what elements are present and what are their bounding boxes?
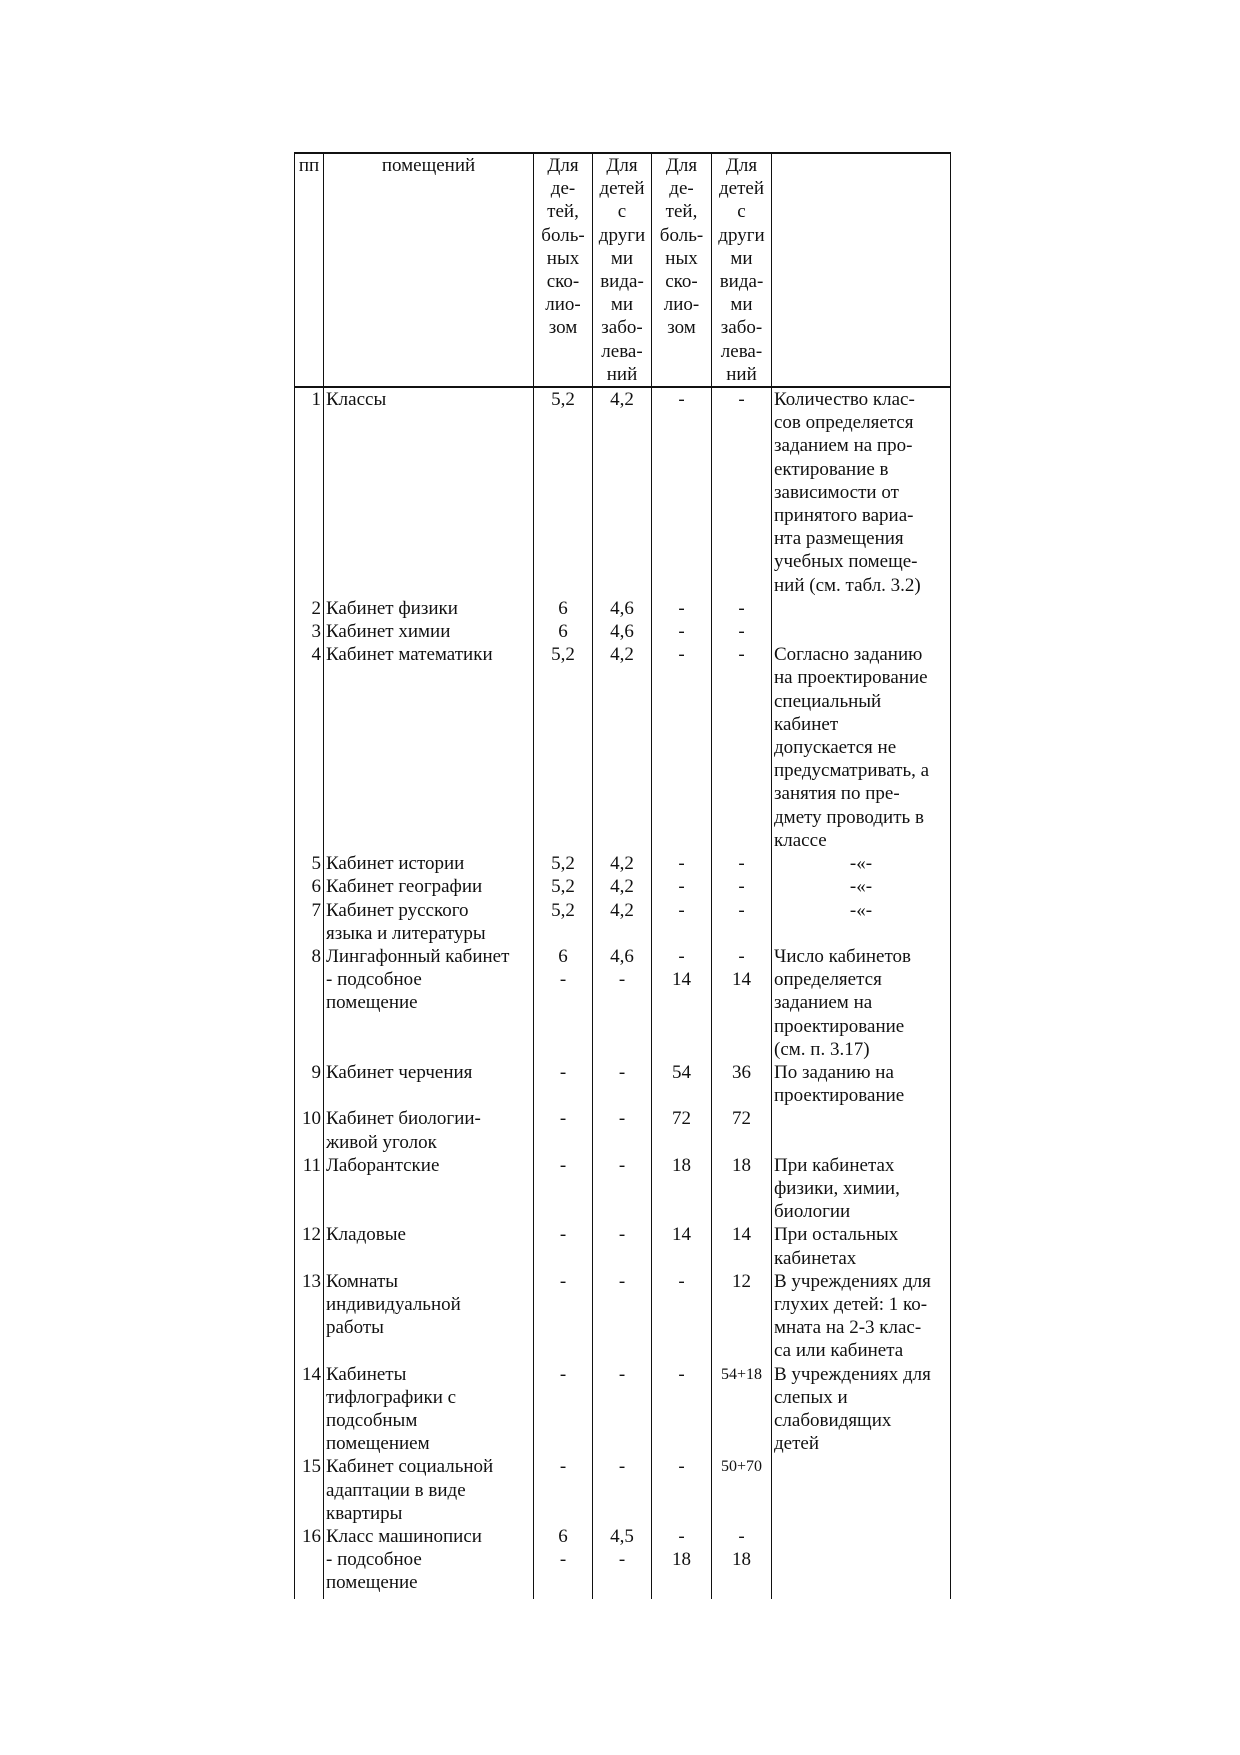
value-col4: 50+70 (712, 1455, 772, 1525)
value-col1: 5,2 (534, 875, 593, 898)
value-col1: 5,2 (534, 852, 593, 875)
row-number: 2 (295, 597, 324, 620)
note: -«- (772, 852, 951, 875)
value-col2: 4,6 - (593, 945, 652, 1061)
value-col1: - (534, 1270, 593, 1363)
room-name: Кабинет биологии- живой уголок (324, 1107, 534, 1153)
room-name: Кабинет физики (324, 597, 534, 620)
value-col3: 54 (652, 1061, 712, 1107)
value-col1: 6 - (534, 1525, 593, 1599)
room-name: Кабинет социальной адаптации в виде квартиры (324, 1455, 534, 1525)
value-col2: - (593, 1223, 652, 1269)
value-col2: - (593, 1154, 652, 1224)
value-col1: - (534, 1223, 593, 1269)
row-number: 1 (295, 387, 324, 597)
value-col4: 72 (712, 1107, 772, 1153)
row-number: 16 (295, 1525, 324, 1599)
note (772, 1107, 951, 1153)
table-row (295, 1270, 951, 1363)
table-row (295, 1107, 951, 1153)
note: -«- (772, 875, 951, 898)
room-name: Кабинет химии (324, 620, 534, 643)
note: Число кабинетов определяется заданием на проектирование (см. п. 3.17) (772, 945, 951, 1061)
note (772, 620, 951, 643)
table-row (295, 1455, 951, 1525)
room-name: Кабинет истории (324, 852, 534, 875)
value-col4: 12 (712, 1270, 772, 1363)
row-number: 4 (295, 643, 324, 852)
value-col2: 4,5 - (593, 1525, 652, 1599)
value-col1: - (534, 1455, 593, 1525)
row-number: 13 (295, 1270, 324, 1363)
value-col1: 6 - (534, 945, 593, 1061)
table-row (295, 852, 951, 875)
value-col3: - 14 (652, 945, 712, 1061)
header-note (772, 153, 951, 387)
note: По заданию на проектирование (772, 1061, 951, 1107)
table-row (295, 1525, 951, 1599)
room-name: Кладовые (324, 1223, 534, 1269)
table-row (295, 1061, 951, 1107)
note: В учреждениях для слепых и слабовидящих детей (772, 1363, 951, 1456)
value-col2: 4,2 (593, 643, 652, 852)
value-col3: - (652, 387, 712, 597)
value-col3: - (652, 597, 712, 620)
row-number: 3 (295, 620, 324, 643)
header-col2: Для детей с други ми вида- ми забо- лева- ний (593, 153, 652, 387)
room-name: Класс машинописи - подсобное помещение (324, 1525, 534, 1599)
value-col4: 36 (712, 1061, 772, 1107)
value-col3: - (652, 1455, 712, 1525)
value-col4: - (712, 899, 772, 945)
value-col1: 6 (534, 597, 593, 620)
value-col3: - (652, 899, 712, 945)
value-col4: 14 (712, 1223, 772, 1269)
value-col4: - (712, 643, 772, 852)
value-col4: - 14 (712, 945, 772, 1061)
value-col3: - (652, 875, 712, 898)
value-col3: - (652, 1363, 712, 1456)
header-col4: Для детей с други ми вида- ми забо- лева- ний (712, 153, 772, 387)
row-number: 15 (295, 1455, 324, 1525)
note (772, 1525, 951, 1599)
table-row (295, 620, 951, 643)
room-name: Кабинет черчения (324, 1061, 534, 1107)
value-col1: 6 (534, 620, 593, 643)
header-col1: Для де- тей, боль- ных ско- лио- зом (534, 153, 593, 387)
table-header-row (295, 153, 951, 387)
value-col4: - (712, 852, 772, 875)
room-name: Кабинет русского языка и литературы (324, 899, 534, 945)
row-number: 10 (295, 1107, 324, 1153)
row-number: 5 (295, 852, 324, 875)
table-row (295, 899, 951, 945)
value-col2: - (593, 1270, 652, 1363)
note: -«- (772, 899, 951, 945)
value-col3: - (652, 643, 712, 852)
row-number: 8 (295, 945, 324, 1061)
value-col4: - (712, 875, 772, 898)
value-col3: 18 (652, 1154, 712, 1224)
row-number: 6 (295, 875, 324, 898)
header-num: пп (295, 153, 324, 387)
note: В учреждениях для глухих детей: 1 ко- мната на 2-3 клас- са или кабинета (772, 1270, 951, 1363)
value-col4: 18 (712, 1154, 772, 1224)
value-col2: 4,2 (593, 875, 652, 898)
value-col3: - (652, 620, 712, 643)
room-name: Комнаты индивидуальной работы (324, 1270, 534, 1363)
value-col1: 5,2 (534, 643, 593, 852)
table-row (295, 1363, 951, 1456)
value-col3: - 18 (652, 1525, 712, 1599)
table-row (295, 1223, 951, 1269)
value-col2: 4,6 (593, 620, 652, 643)
table-row (295, 945, 951, 1061)
value-col1: - (534, 1154, 593, 1224)
value-col1: - (534, 1363, 593, 1456)
room-name: Лингафонный кабинет - подсобное помещение (324, 945, 534, 1061)
row-number: 11 (295, 1154, 324, 1224)
value-col2: 4,2 (593, 852, 652, 875)
value-col2: - (593, 1107, 652, 1153)
value-col3: 14 (652, 1223, 712, 1269)
row-number: 14 (295, 1363, 324, 1456)
note: Согласно заданию на проектирование специальный кабинет допускается не предусматривать, а занятия по пре- дмету проводить в классе (772, 643, 951, 852)
value-col2: 4,2 (593, 387, 652, 597)
row-number: 7 (295, 899, 324, 945)
value-col1: - (534, 1061, 593, 1107)
value-col4: - (712, 597, 772, 620)
note: При кабинетах физики, химии, биологии (772, 1154, 951, 1224)
row-number: 12 (295, 1223, 324, 1269)
value-col2: 4,2 (593, 899, 652, 945)
premises-table (294, 152, 951, 1599)
table-row (295, 1154, 951, 1224)
room-name: Кабинет географии (324, 875, 534, 898)
value-col4: - (712, 620, 772, 643)
value-col3: - (652, 1270, 712, 1363)
value-col2: - (593, 1363, 652, 1456)
room-name: Кабинеты тифлографики с подсобным помещением (324, 1363, 534, 1456)
header-col3: Для де- тей, боль- ных ско- лио- зом (652, 153, 712, 387)
room-name: Кабинет математики (324, 643, 534, 852)
value-col1: 5,2 (534, 387, 593, 597)
table-row (295, 387, 951, 597)
value-col4: 54+18 (712, 1363, 772, 1456)
note (772, 1455, 951, 1525)
table-row (295, 643, 951, 852)
value-col2: 4,6 (593, 597, 652, 620)
room-name: Классы (324, 387, 534, 597)
value-col4: - 18 (712, 1525, 772, 1599)
table-row (295, 597, 951, 620)
value-col2: - (593, 1455, 652, 1525)
value-col4: - (712, 387, 772, 597)
value-col3: - (652, 852, 712, 875)
note (772, 597, 951, 620)
value-col3: 72 (652, 1107, 712, 1153)
room-name: Лаборантские (324, 1154, 534, 1224)
header-name: помещений (324, 153, 534, 387)
note: Количество клас- сов определяется заданием на про- ектирование в зависимости от принятого вариа- нта размещения учебных помеще- ний (см. табл. 3.2) (772, 387, 951, 597)
table-row (295, 875, 951, 898)
value-col1: - (534, 1107, 593, 1153)
value-col2: - (593, 1061, 652, 1107)
row-number: 9 (295, 1061, 324, 1107)
note: При остальных кабинетах (772, 1223, 951, 1269)
value-col1: 5,2 (534, 899, 593, 945)
